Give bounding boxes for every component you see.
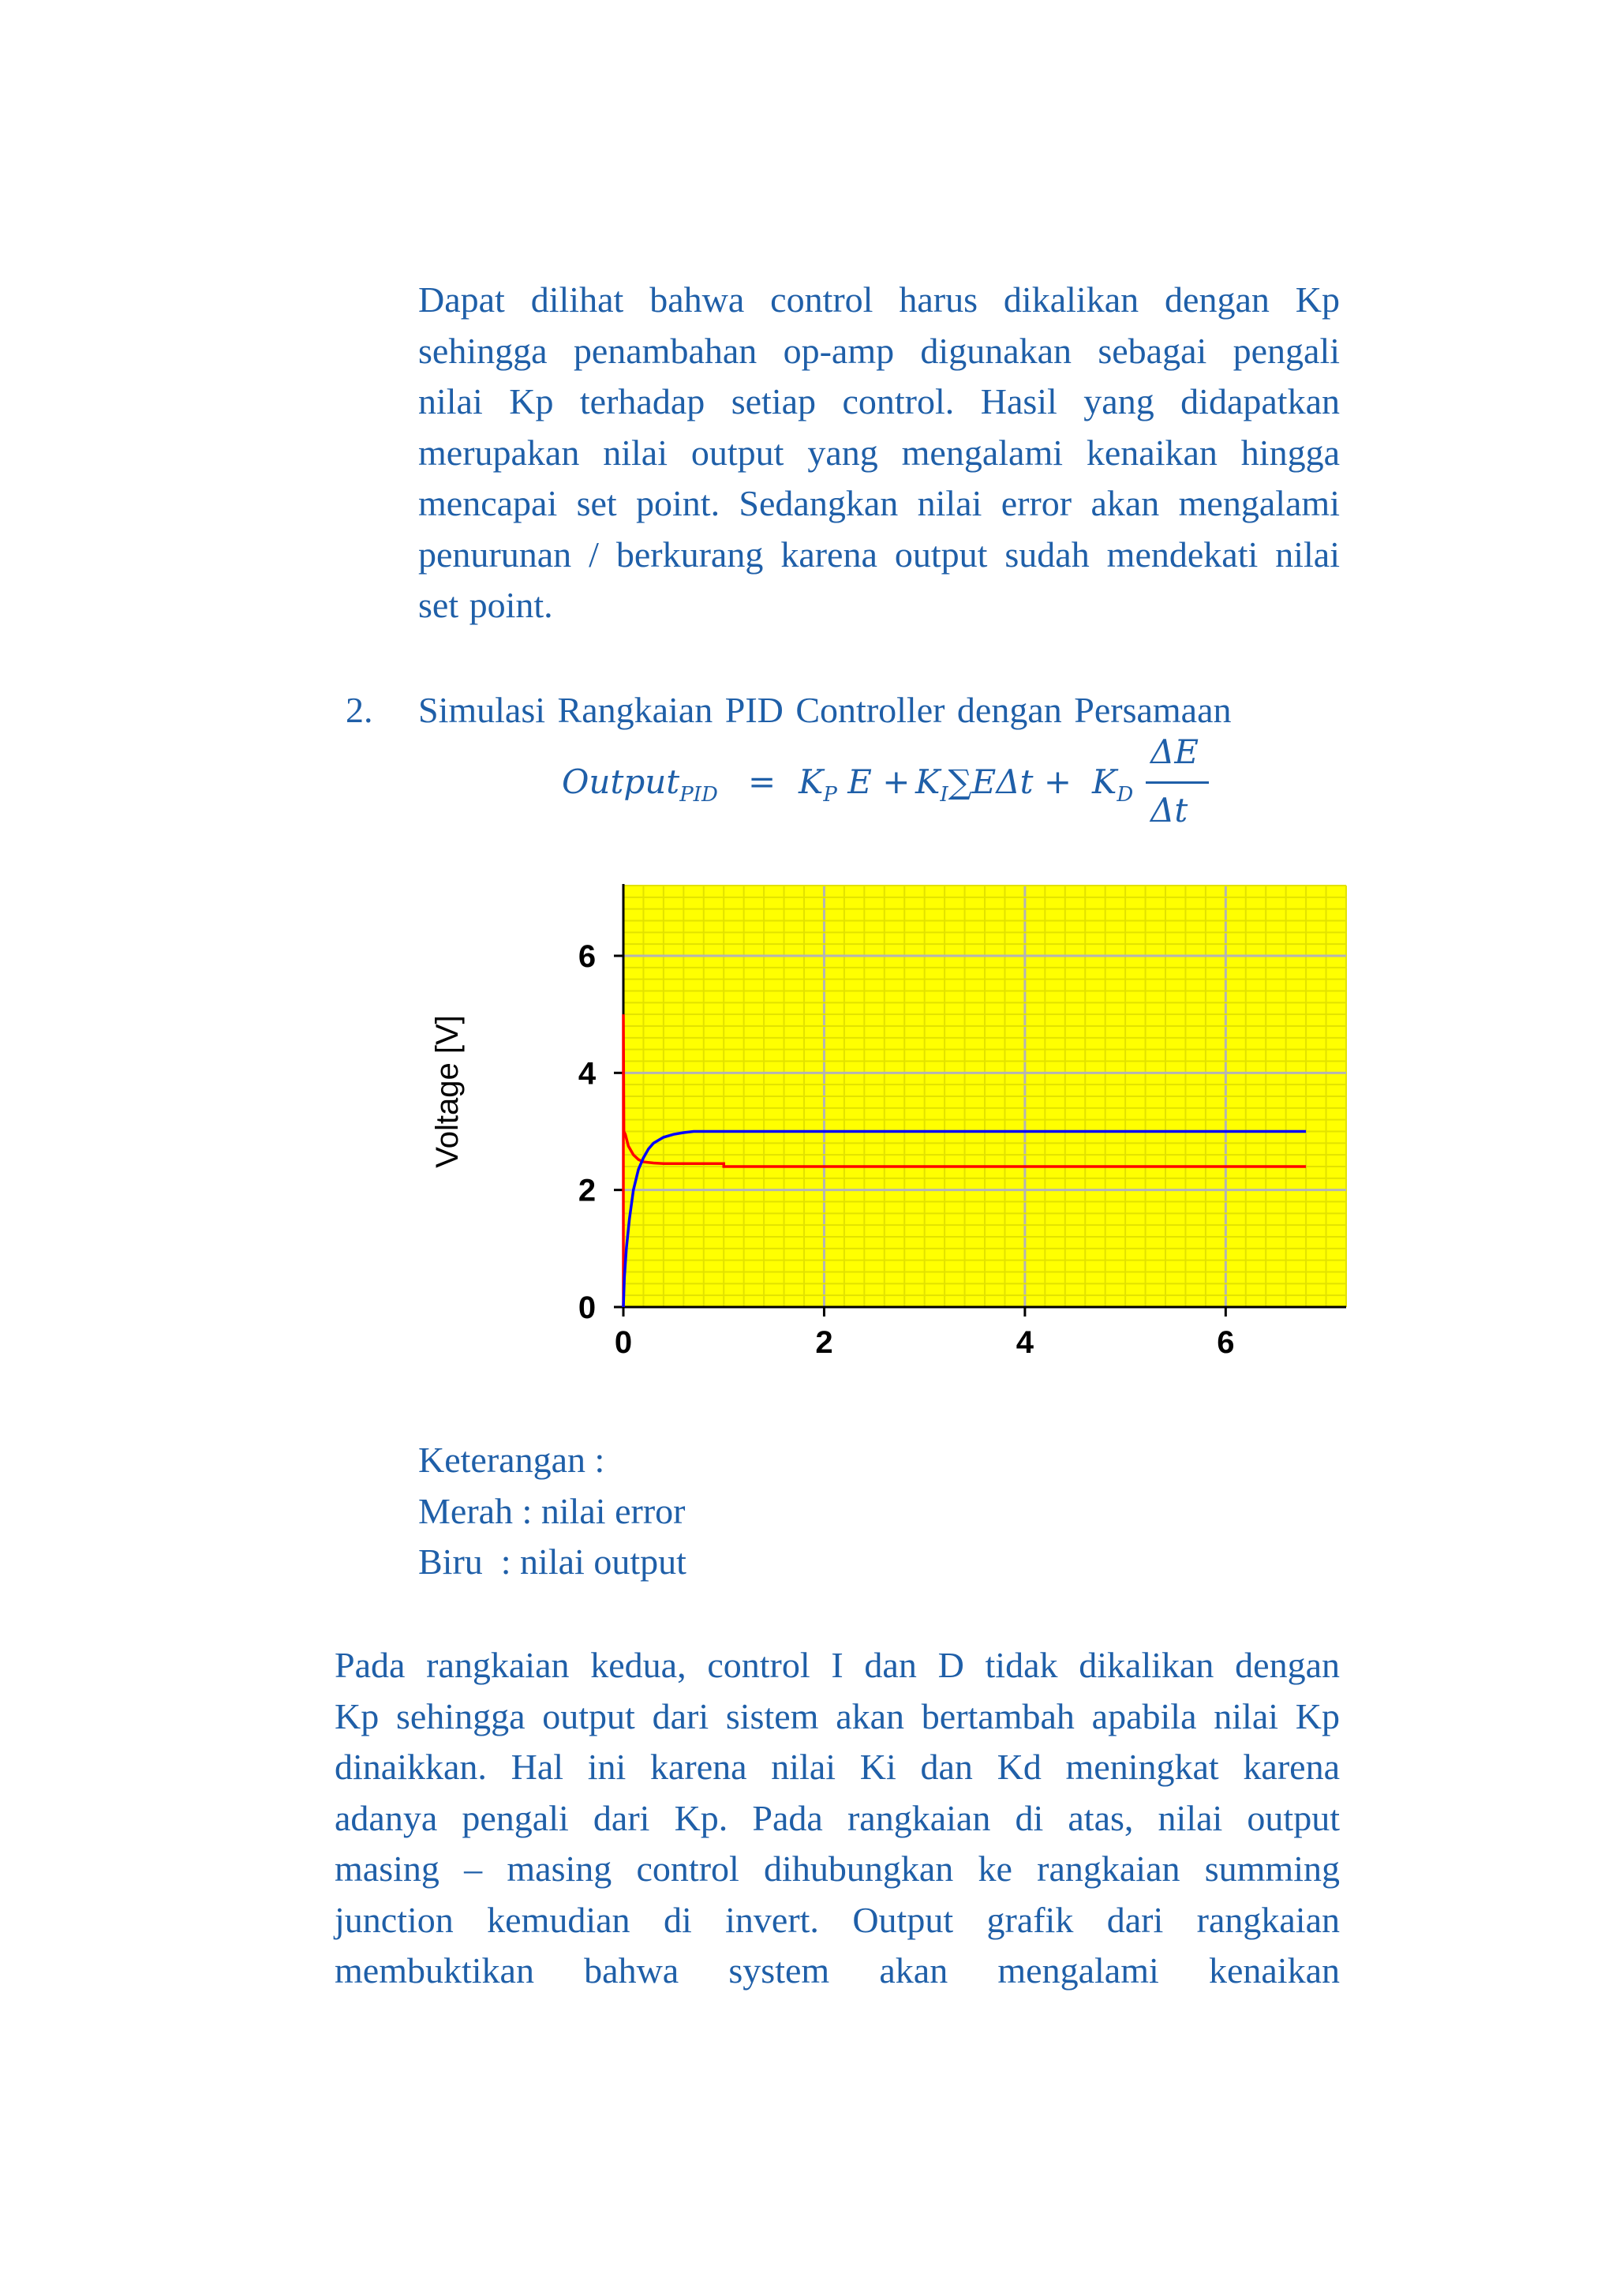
equation-fraction-denominator: Δt: [1150, 791, 1188, 830]
paragraph-2-line: junction kemudian di invert. Output grafik dari rangkaian: [335, 1899, 1340, 1940]
legend: [418, 1435, 686, 1588]
paragraph-2-line: adanya pengali dari Kp. Pada rangkaian di atas, nilai output: [335, 1797, 1340, 1838]
paragraph-2-line: membuktikan bahwa system akan mengalami kenaikan: [335, 1950, 1340, 1991]
paragraph-2-line: Pada rangkaian kedua, control I dan D tidak dikalikan dengan: [335, 1645, 1340, 1685]
y-tick-label: 0: [578, 1290, 597, 1325]
x-tick-label: 0: [614, 1325, 633, 1360]
list-item-title: Simulasi Rangkaian PID Controller dengan Persamaan: [418, 690, 1232, 730]
paragraph-1-line: Dapat dilihat bahwa control harus dikalikan dengan Kp: [418, 279, 1340, 320]
equation-lhs: [562, 762, 718, 807]
equation-ki-term: [915, 762, 1072, 807]
x-tick-label: 6: [1217, 1325, 1235, 1360]
paragraph-1-line: penurunan / berkurang karena output sudah mendekati nilai: [418, 534, 1340, 575]
paragraph-2-line: dinaikkan. Hal ini karena nilai Ki dan Kd meningkat karena: [335, 1747, 1340, 1787]
paragraph-1: [418, 275, 1340, 631]
y-tick-label: 2: [578, 1173, 597, 1208]
legend-title: Keterangan :: [418, 1440, 605, 1480]
list-item-number: 2.: [346, 690, 373, 730]
equation-output: Output: [562, 762, 680, 801]
x-tick-label: 2: [815, 1325, 833, 1360]
y-tick-label: 6: [578, 939, 597, 974]
pid-equation: [562, 732, 1272, 835]
y-tick-label: 4: [578, 1056, 597, 1092]
paragraph-1-line: mencapai set point. Sedangkan nilai error akan mengalami: [418, 483, 1340, 523]
equation-kd: K: [1092, 762, 1117, 801]
equation-ki-sub: I: [940, 783, 948, 807]
equation-kp: K: [799, 762, 824, 801]
voltage-chart: [418, 868, 1365, 1373]
paragraph-1-line: nilai Kp terhadap setiap control. Hasil yang didapatkan: [418, 381, 1340, 421]
legend-blue: Biru : nilai output: [418, 1541, 686, 1582]
equation-e: E +: [847, 762, 911, 801]
chart-svg: [418, 868, 1365, 1373]
x-tick-label: 4: [1016, 1325, 1034, 1360]
paragraph-2-line: masing – masing control dihubungkan ke rangkaian summing: [335, 1848, 1340, 1889]
equation-output-sub: PID: [679, 783, 718, 807]
equation-sum: ∑EΔt +: [948, 762, 1072, 801]
equation-fraction-numerator: ΔE: [1150, 732, 1199, 771]
paragraph-1-line: sehingga penambahan op-amp digunakan sebagai pengali: [418, 330, 1340, 371]
equation-kd-sub: D: [1117, 783, 1134, 807]
equation-fraction-bar: [1146, 781, 1209, 784]
equation-ki: K: [915, 762, 941, 801]
equation-equals: =: [748, 762, 776, 801]
paragraph-2: [335, 1640, 1340, 1997]
equation-kp-sub: P: [823, 783, 837, 807]
equation-kp-term: [799, 762, 910, 807]
paragraph-1-line: set point.: [418, 585, 553, 625]
paragraph-1-line: merupakan nilai output yang mengalami kenaikan hingga: [418, 432, 1340, 473]
paragraph-2-line: Kp sehingga output dari sistem akan bertambah apabila nilai Kp: [335, 1695, 1340, 1736]
legend-red: Merah : nilai error: [418, 1490, 686, 1531]
y-axis-label: Voltage [V]: [430, 1015, 465, 1168]
equation-kd-term: [1092, 762, 1133, 807]
